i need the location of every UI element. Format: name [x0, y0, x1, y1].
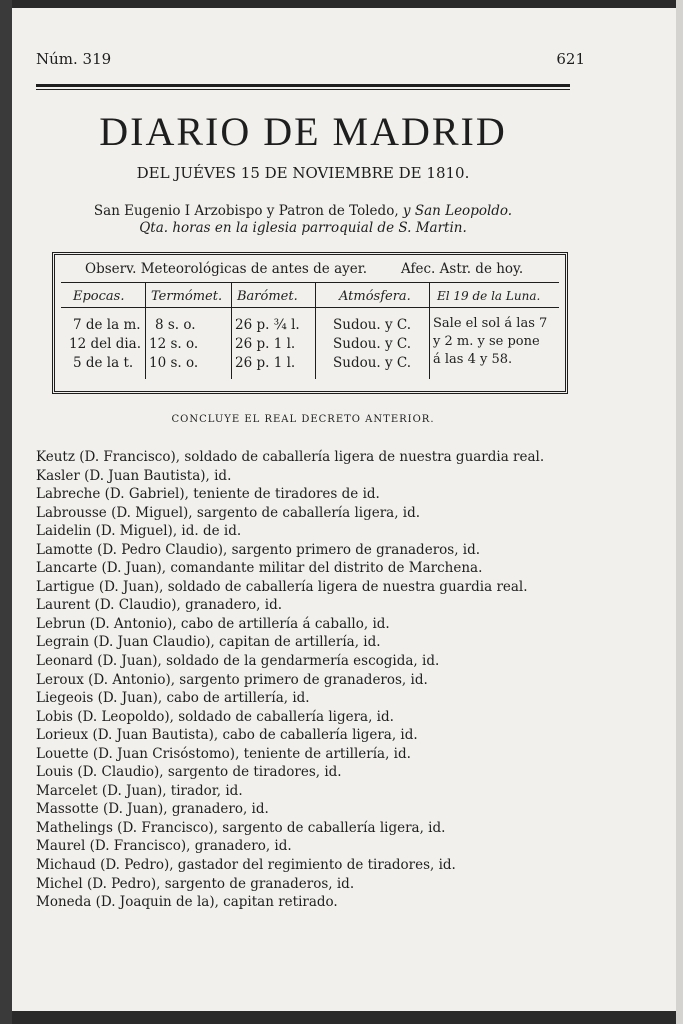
col-sep [145, 283, 146, 379]
list-item: Liegeois (D. Juan), cabo de artillería, id. [36, 690, 310, 707]
cell-baro: 26 p. ¾ l. [235, 317, 300, 333]
list-item: Maurel (D. Francisco), granadero, id. [36, 838, 292, 855]
list-item: Laurent (D. Claudio), granadero, id. [36, 597, 283, 614]
list-item: Laidelin (D. Miguel), id. de id. [36, 523, 242, 540]
list-item: Moneda (D. Joaquin de la), capitan retirado. [36, 894, 338, 911]
list-item: Keutz (D. Francisco), soldado de caballería ligera de nuestra guardia real. [36, 449, 545, 465]
cell-baro: 26 p. 1 l. [235, 336, 296, 352]
lunar-line: Sale el sol á las 7 [433, 316, 548, 331]
cell-baro: 26 p. 1 l. [235, 355, 296, 371]
list-item: Marcelet (D. Juan), tirador, id. [36, 782, 243, 799]
meteo-heading-right: Afec. Astr. de hoy. [401, 261, 524, 277]
lunar-info [433, 315, 559, 369]
cell-termo: 12 s. o. [149, 336, 199, 352]
lunar-line: y 2 m. y se pone [433, 334, 540, 349]
cell-epoca: 12 del dia. [69, 336, 142, 352]
list-item: Mathelings (D. Francisco), sargento de caballería ligera, id. [36, 819, 446, 836]
section-subheading: CONCLUYE EL REAL DECRETO ANTERIOR. [171, 414, 435, 425]
col-atmosfera: Atmósfera. [339, 289, 411, 304]
cell-atmos: Sudou. y C. [333, 336, 412, 352]
header-rule-thin [36, 89, 570, 90]
list-item: Louette (D. Juan Crisóstomo), teniente de artillería, id. [36, 745, 411, 762]
col-luna: El 19 de la Luna. [437, 289, 541, 303]
col-sep [429, 283, 430, 379]
list-item: Michel (D. Pedro), sargento de granaderos, id. [36, 875, 355, 892]
list-item: Labrousse (D. Miguel), sargento de caballería ligera, id. [36, 504, 421, 521]
list-item: Lobis (D. Leopoldo), soldado de caballería ligera, id. [36, 708, 394, 725]
col-sep [231, 283, 232, 379]
list-item: Louis (D. Claudio), sargento de tiradores, id. [36, 764, 342, 781]
issue-number: Núm. 319 [36, 50, 112, 68]
list-item: Legrain (D. Juan Claudio), capitan de artillería, id. [36, 634, 381, 651]
page-number: 621 [556, 50, 585, 68]
list-item: Lancarte (D. Juan), comandante militar del distrito de Marchena. [36, 560, 483, 577]
list-item: Massotte (D. Juan), granadero, id. [36, 801, 269, 818]
list-item: Lamotte (D. Pedro Claudio), sargento primero de granaderos, id. [36, 541, 481, 558]
meteorological-table [52, 252, 568, 394]
saint-line-2: Qta. horas en la iglesia parroquial de S. Martin. [139, 220, 467, 236]
cell-atmos: Sudou. y C. [333, 355, 412, 371]
col-epocas: Epocas. [73, 289, 125, 304]
list-item: Labreche (D. Gabriel), teniente de tiradores de id. [36, 486, 380, 503]
cell-epoca: 7 de la m. [73, 317, 141, 333]
col-barometro: Barómet. [237, 289, 298, 304]
cell-atmos: Sudou. y C. [333, 317, 412, 333]
book-spine-shadow [0, 0, 12, 1024]
meteo-heading-left: Observ. Meteorológicas de antes de ayer. [85, 261, 368, 277]
list-item: Leonard (D. Juan), soldado de la gendarmería escogida, id. [36, 653, 440, 670]
list-item: Lartigue (D. Juan), soldado de caballería ligera de nuestra guardia real. [36, 578, 528, 595]
masthead-title: DIARIO DE MADRID [99, 109, 507, 154]
list-item: Kasler (D. Juan Bautista), id. [36, 467, 232, 484]
col-termometro: Termómet. [151, 289, 223, 304]
date-line: DEL JUÉVES 15 DE NOVIEMBRE DE 1810. [136, 164, 470, 182]
saint-line-1: San Eugenio I Arzobispo y Patron de Toledo, [93, 203, 403, 219]
col-sep [315, 283, 316, 379]
list-item: Lebrun (D. Antonio), cabo de artillería á caballo, id. [36, 615, 390, 632]
page-edge [676, 0, 683, 1024]
cell-termo: 8 s. o. [155, 317, 196, 333]
decree-list [36, 448, 576, 912]
list-item: Lorieux (D. Juan Bautista), cabo de caballería ligera, id. [36, 727, 418, 744]
cell-termo: 10 s. o. [149, 355, 199, 371]
meteo-divider [61, 282, 559, 283]
saint-line-1-italic: y San Leopoldo. [402, 203, 513, 219]
lunar-line: á las 4 y 58. [433, 352, 513, 367]
list-item: Michaud (D. Pedro), gastador del regimiento de tiradores, id. [36, 857, 456, 874]
cell-epoca: 5 de la t. [73, 355, 134, 371]
meteo-divider-2 [61, 307, 559, 308]
header-rule [36, 84, 570, 87]
list-item: Leroux (D. Antonio), sargento primero de granaderos, id. [36, 671, 428, 688]
saint-of-day [36, 203, 570, 237]
